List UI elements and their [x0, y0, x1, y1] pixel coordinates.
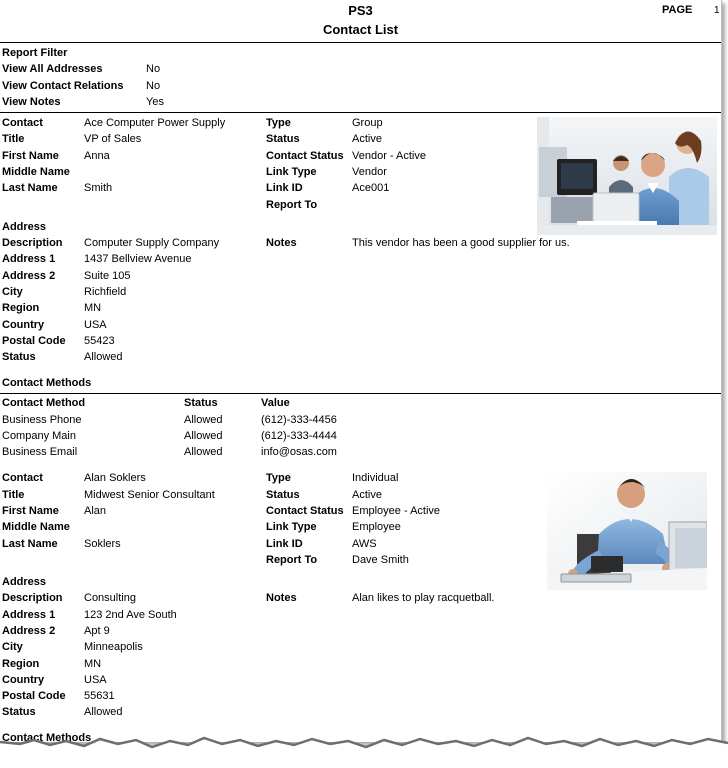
- address-city: Minneapolis: [84, 641, 143, 653]
- label-city: City: [2, 641, 23, 653]
- label-address1: Address 1: [2, 253, 56, 265]
- torn-edge: [0, 728, 728, 768]
- method-value: info@osas.com: [261, 446, 337, 458]
- contact-photo: [547, 472, 707, 590]
- label-contact: Contact: [2, 472, 43, 484]
- header-rule: [0, 42, 721, 43]
- method-status: Allowed: [184, 430, 223, 442]
- label-region: Region: [2, 658, 40, 670]
- contact-status: Active: [352, 133, 382, 145]
- label-address2: Address 2: [2, 270, 56, 282]
- filter-value: No: [146, 80, 161, 92]
- address-country: USA: [84, 674, 107, 686]
- label-contact-status: Contact Status: [266, 150, 344, 162]
- office-team-photo-icon: [537, 117, 717, 235]
- contact-link-type: Vendor: [352, 166, 387, 178]
- page-label: PAGE: [662, 4, 693, 16]
- label-link-type: Link Type: [266, 166, 317, 178]
- filter-label: View All Addresses: [2, 63, 103, 75]
- method-name: Business Email: [2, 446, 78, 458]
- contact-last-name: Smith: [84, 182, 113, 194]
- label-country: Country: [2, 319, 45, 331]
- method-name: Company Main: [2, 430, 76, 442]
- label-description: Description: [2, 237, 63, 249]
- label-notes: Notes: [266, 237, 297, 249]
- filter-heading: Report Filter: [2, 47, 68, 59]
- label-first-name: First Name: [2, 505, 59, 517]
- filter-value: Yes: [146, 96, 164, 108]
- label-middle-name: Middle Name: [2, 521, 70, 533]
- label-address-status: Status: [2, 706, 36, 718]
- label-link-id: Link ID: [266, 182, 303, 194]
- label-region: Region: [2, 302, 40, 314]
- address-city: Richfield: [84, 286, 127, 298]
- contact-first-name: Anna: [84, 150, 110, 162]
- method-name: Business Phone: [2, 414, 82, 426]
- label-last-name: Last Name: [2, 538, 58, 550]
- report-title: Contact List: [322, 22, 399, 37]
- address-description: Computer Supply Company: [84, 237, 220, 249]
- label-link-id: Link ID: [266, 538, 303, 550]
- contact-status: Active: [352, 489, 382, 501]
- filter-label: View Contact Relations: [2, 80, 124, 92]
- address-line2: Suite 105: [84, 270, 131, 282]
- contact-report-to: Dave Smith: [352, 554, 409, 566]
- label-city: City: [2, 286, 23, 298]
- address-line2: Apt 9: [84, 625, 110, 637]
- method-value: (612)-333-4456: [261, 414, 337, 426]
- label-contact: Contact: [2, 117, 43, 129]
- label-address2: Address 2: [2, 625, 56, 637]
- contact-methods-heading: Contact Methods: [2, 732, 92, 744]
- label-title: Title: [2, 133, 25, 145]
- contact-link-id: AWS: [352, 538, 377, 550]
- label-postal-code: Postal Code: [2, 335, 66, 347]
- contact-name: Ace Computer Power Supply: [84, 117, 226, 129]
- contact-title: VP of Sales: [84, 133, 142, 145]
- contact-link-id: Ace001: [352, 182, 390, 194]
- contact-name: Alan Soklers: [84, 472, 146, 484]
- label-last-name: Last Name: [2, 182, 58, 194]
- label-contact-status: Contact Status: [266, 505, 344, 517]
- label-title: Title: [2, 489, 25, 501]
- label-postal-code: Postal Code: [2, 690, 66, 702]
- company-name: PS3: [348, 3, 373, 18]
- label-report-to: Report To: [266, 554, 318, 566]
- contact-photo: [537, 117, 717, 235]
- label-address: Address: [2, 576, 47, 588]
- address-line1: 1437 Bellview Avenue: [84, 253, 192, 265]
- man-at-computer-photo-icon: [547, 472, 707, 590]
- contact-type: Individual: [352, 472, 399, 484]
- label-type: Type: [266, 472, 291, 484]
- col-contact-method: Contact Method: [2, 397, 86, 409]
- contact-link-type: Employee: [352, 521, 401, 533]
- address-status: Allowed: [84, 706, 123, 718]
- address-region: MN: [84, 658, 102, 670]
- contact-notes: This vendor has been a good supplier for us.: [352, 237, 570, 249]
- contact-methods-heading: Contact Methods: [2, 377, 92, 389]
- contact-first-name: Alan: [84, 505, 107, 517]
- contact-last-name: Soklers: [84, 538, 121, 550]
- col-value: Value: [261, 397, 290, 409]
- label-report-to: Report To: [266, 199, 318, 211]
- label-address: Address: [2, 221, 47, 233]
- label-middle-name: Middle Name: [2, 166, 70, 178]
- label-address1: Address 1: [2, 609, 56, 621]
- label-link-type: Link Type: [266, 521, 317, 533]
- address-status: Allowed: [84, 351, 123, 363]
- address-postal-code: 55631: [84, 690, 115, 702]
- contact-type: Group: [352, 117, 383, 129]
- label-status: Status: [266, 489, 300, 501]
- methods-rule: [0, 393, 721, 394]
- label-address-status: Status: [2, 351, 36, 363]
- contact-contact-status: Employee - Active: [352, 505, 441, 517]
- col-status: Status: [184, 397, 218, 409]
- method-status: Allowed: [184, 414, 223, 426]
- method-value: (612)-333-4444: [261, 430, 337, 442]
- filter-rule: [0, 112, 721, 113]
- address-postal-code: 55423: [84, 335, 115, 347]
- contact-notes: Alan likes to play racquetball.: [352, 592, 495, 604]
- label-type: Type: [266, 117, 291, 129]
- label-notes: Notes: [266, 592, 297, 604]
- label-country: Country: [2, 674, 45, 686]
- contact-contact-status: Vendor - Active: [352, 150, 426, 162]
- page-number: 1: [714, 5, 720, 16]
- address-description: Consulting: [84, 592, 136, 604]
- label-description: Description: [2, 592, 63, 604]
- label-status: Status: [266, 133, 300, 145]
- filter-value: No: [146, 63, 161, 75]
- address-region: MN: [84, 302, 102, 314]
- address-country: USA: [84, 319, 107, 331]
- contact-title: Midwest Senior Consultant: [84, 489, 215, 501]
- method-status: Allowed: [184, 446, 223, 458]
- address-line1: 123 2nd Ave South: [84, 609, 177, 621]
- filter-label: View Notes: [2, 96, 61, 108]
- label-first-name: First Name: [2, 150, 59, 162]
